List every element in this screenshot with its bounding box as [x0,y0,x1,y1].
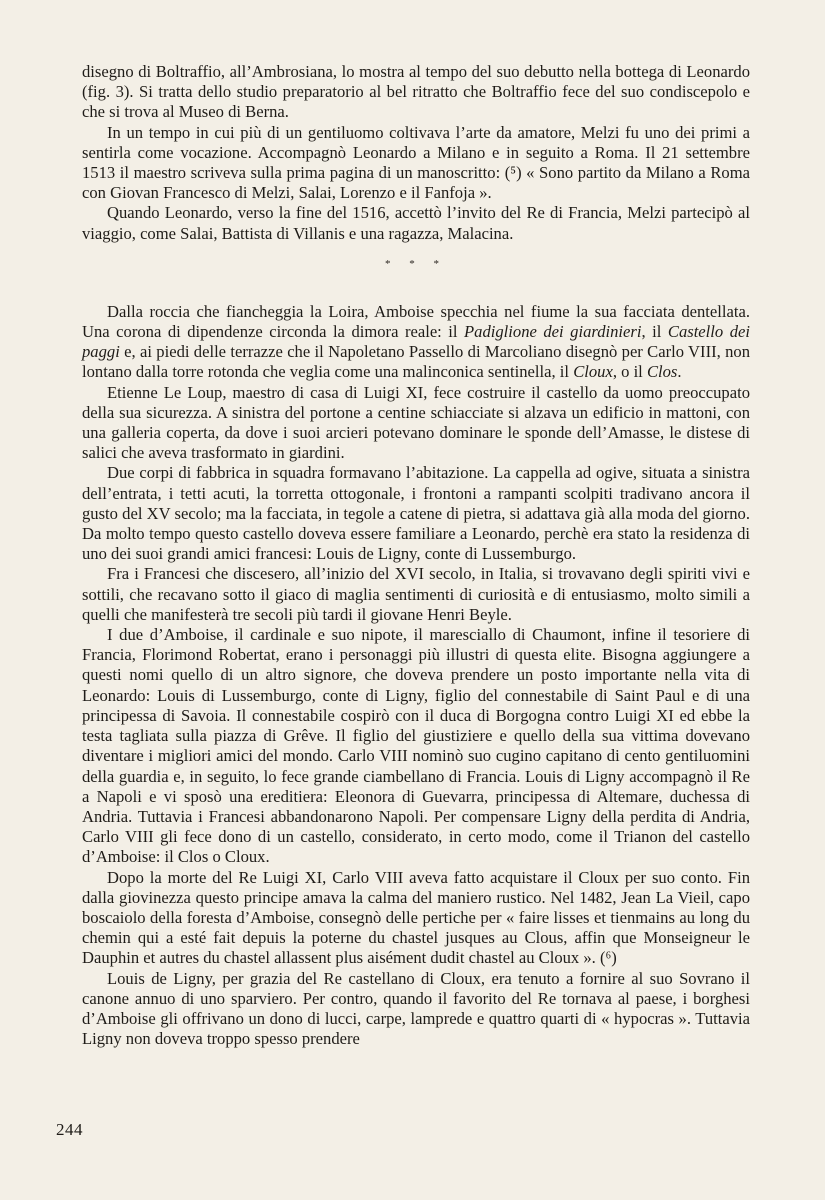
paragraph-cloux: Dopo la morte del Re Luigi XI, Carlo VIII aveva fatto acquistare il Cloux per suo conto. Fin dalla giovinezza questo principe amava la calma del maniero rustico. Nel 1482, Jean La Vieil, capo boscaiolo della foresta d’Amboise, consegnò delle pertiche per « faire lisses et tienmains au long du chemin qui a esté fait depuis la poterne du chastel jusques au Clous, affin que Monseigneur le Dauphin et autres du chastel allassent plus aisément dudit chastel au Cloux ». (⁶) [82,867,750,968]
paragraph-journey: Quando Leonardo, verso la fine del 1516, accettò l’invito del Re di Francia, Melzi partecipò al viaggio, come Salai, Battista di Villanis e una ragazza, Malacina. [82,203,750,243]
page-body [82,62,750,1049]
italic-term: Padiglione dei giardinieri [464,322,642,342]
paragraph-amboise-family: I due d’Amboise, il cardinale e suo nipote, il maresciallo di Chaumont, infine il tesoriere di Francia, Florimond Robertat, erano i personaggi più illustri di questa elite. Bisogna aggiungere a questi nomi quello di un altro signore, che doveva prendere un posto importante nella vita di Leonardo: Louis di Lussemburgo, conte di Ligny, figlio del connestabile di Saint Paul e di una principessa di Savoia. Il connestabile cospirò con il duca di Borgogna contro Luigi XI ed ebbe la testa tagliata sulla piazza di Grêve. Il figlio del giustiziere e quello della sua vittima dovevano diventare i migliori amici del mondo. Carlo VIII nominò suo cugino capitano di cento gentiluomini della guardia e, in seguito, lo fece grande ciambellano di Francia. Louis di Ligny accompagnò il Re a Napoli e vi sposò una ereditiera: Eleonora di Guevarra, principessa di Altemare, duchessa di Andria. Tuttavia i Francesi abbandonarono Napoli. Per compensare Ligny della perdita di Andria, Carlo VIII gli fece dono di un castello, considerato, in certo modo, come il Trianon del castello d’Amboise: il Clos o Cloux. [82,625,750,867]
paragraph-corpi: Due corpi di fabbrica in squadra formavano l’abitazione. La cappella ad ogive, situata a sinistra dell’entrata, i tetti acuti, la torretta ottogonale, i frontoni a rampanti scolpiti tradivano ancora il gusto del XV secolo; ma la facciata, in tegole a catene di pietra, si adattava già alla moda del giorno. Da molto tempo questo castello doveva essere familiare a Leonardo, perchè era stato la residenza di uno dei suoi grandi amici francesi: Louis de Ligny, conte di Lussemburgo. [82,463,750,564]
section-separator: * * * [385,257,447,270]
italic-term: Castello dei paggi [82,322,750,362]
paragraph-boltraffio: disegno di Boltraffio, all’Ambrosiana, lo mostra al tempo del suo debutto nella bottega di Leonardo (fig. 3). Si tratta dello studio preparatorio al bel ritratto che Boltraffio fece del suo condiscepolo e che si trova al Museo di Berna. [82,62,750,122]
italic-term: Cloux [573,362,613,382]
paragraph-le-loup: Etienne Le Loup, maestro di casa di Luigi XI, fece costruire il castello da uomo preoccupato della sua sicurezza. A sinistra del portone a centine schiacciate si alzava un edificio in mattoni, con una galleria coperta, da dove i suoi arcieri potevano dominare le sponde dell’Amasse, le distese di salici che aveva trasformato in giardini. [82,382,750,463]
paragraph-francesi: Fra i Francesi che discesero, all’inizio del XVI secolo, in Italia, si trovavano degli spiriti vivi e sottili, che recavano sotto il giaco di maglia sentimenti di curiosità e di entusiasmo, molto simili a quelli che manifesterà tre secoli più tardi il giovane Henri Beyle. [82,564,750,624]
paragraph-amboise: Dalla roccia che fiancheggia la Loira, Amboise specchia nel fiume la sua facciata dentellata. Una corona di dipendenze circonda la dimora reale: il Padiglione dei giardinieri, il Castello dei paggi e, ai piedi delle terrazze che il Napoletano Passello di Marcoliano disegnò per Carlo VIII, non lontano dalla torre rotonda che veglia come una malinconica sentinella, il Cloux, o il Clos. [82,301,750,382]
paragraph-melzi: In un tempo in cui più di un gentiluomo coltivava l’arte da amatore, Melzi fu uno dei primi a sentirla come vocazione. Accompagnò Leonardo a Milano e in seguito a Roma. Il 21 settembre 1513 il maestro scriveva sulla prima pagina di un manoscritto: (⁵) « Sono partito da Milano a Roma con Giovan Francesco di Melzi, Salai, Lorenzo e il Fanfoja ». [82,122,750,203]
page-number: 244 [56,1120,83,1139]
italic-term: Clos [646,362,678,382]
paragraph-ligny: Louis de Ligny, per grazia del Re castellano di Cloux, era tenuto a fornire al suo Sovrano il canone annuo di uno sparviero. Per contro, quando il favorito del Re tornava al paese, i borghesi d’Amboise gli offrivano un dono di lucci, carpe, lamprede e quattro quarti di « hypocras ». Tuttavia Ligny non doveva troppo spesso prendere [82,968,750,1049]
